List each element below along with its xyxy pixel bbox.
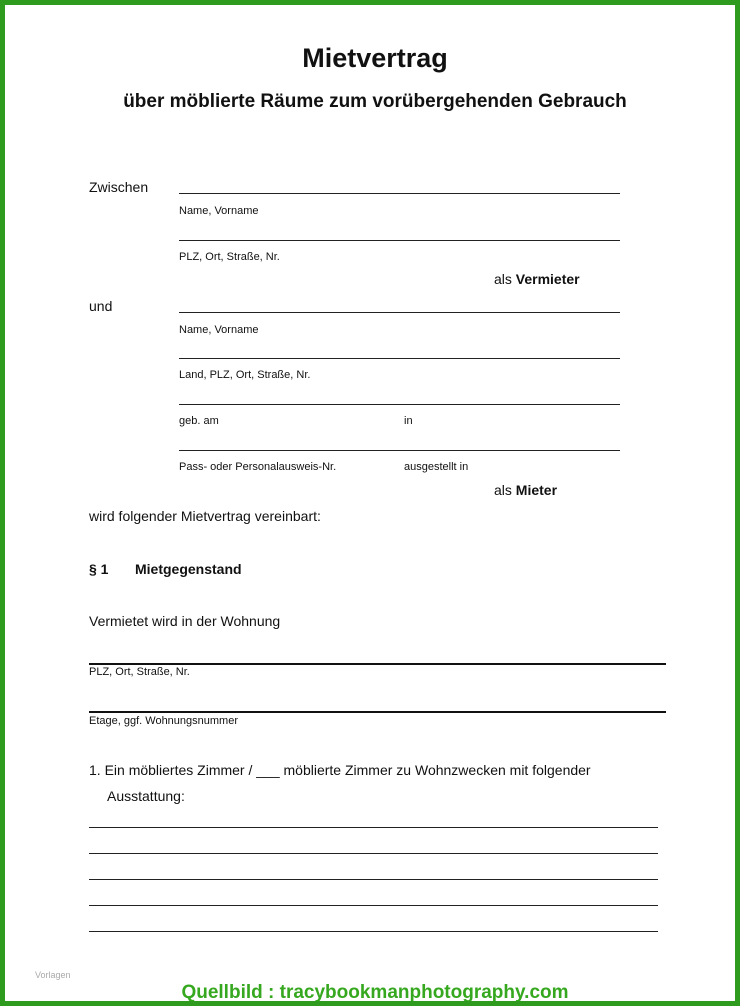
mieter-birth-line <box>179 404 620 405</box>
faint-label: Vorlagen <box>35 970 71 980</box>
equipment-line-2 <box>89 853 658 854</box>
equipment-line-3 <box>89 879 658 880</box>
birthplace-caption: in <box>404 415 413 427</box>
agreement-text: wird folgender Mietvertrag vereinbart: <box>89 508 321 524</box>
section-number: § 1 <box>89 561 109 577</box>
mieter-address-line <box>179 358 620 359</box>
vermieter-role: Vermieter <box>515 271 580 287</box>
vermieter-address-caption: PLZ, Ort, Straße, Nr. <box>179 251 280 263</box>
apartment-address-line <box>89 663 666 665</box>
als-mieter-prefix: als <box>494 482 512 498</box>
und-label: und <box>89 298 113 314</box>
equipment-line-5 <box>89 931 658 932</box>
contract-document <box>5 5 740 1006</box>
equipment-line-4 <box>89 905 658 906</box>
apartment-address-caption: PLZ, Ort, Straße, Nr. <box>89 666 190 678</box>
item-1-text: 1. Ein möbliertes Zimmer / ___ möblierte Zimmer zu Wohnzwecken mit folgender <box>89 762 591 778</box>
document-subtitle: über möblierte Räume zum vorübergehenden Gebrauch <box>123 91 627 112</box>
item-1-text-cont: Ausstattung: <box>107 788 185 804</box>
document-title: Mietvertrag <box>302 43 448 73</box>
ausgestellt-caption: ausgestellt in <box>404 461 469 473</box>
vermieter-name-line <box>179 193 620 194</box>
pass-caption: Pass- oder Personalausweis-Nr. <box>179 461 337 473</box>
floor-line <box>89 711 666 713</box>
floor-caption: Etage, ggf. Wohnungsnummer <box>89 715 238 727</box>
section-heading: Mietgegenstand <box>135 561 242 577</box>
zwischen-label: Zwischen <box>89 179 149 195</box>
equipment-line-1 <box>89 827 658 828</box>
vermietet-text: Vermietet wird in der Wohnung <box>89 613 281 629</box>
source-credit: Quellbild : tracybookmanphotography.com <box>181 982 569 1003</box>
mieter-role: Mieter <box>515 482 558 498</box>
mieter-id-line <box>179 450 620 451</box>
mieter-name-line <box>179 312 620 313</box>
mieter-name-caption: Name, Vorname <box>179 324 259 336</box>
als-vermieter-label <box>494 271 580 287</box>
mieter-address-caption: Land, PLZ, Ort, Straße, Nr. <box>179 369 311 381</box>
als-vermieter-prefix: als <box>494 271 512 287</box>
vermieter-name-caption: Name, Vorname <box>179 205 259 217</box>
als-mieter-label <box>494 482 557 498</box>
vermieter-address-line <box>179 240 620 241</box>
geb-am-caption: geb. am <box>179 415 219 427</box>
